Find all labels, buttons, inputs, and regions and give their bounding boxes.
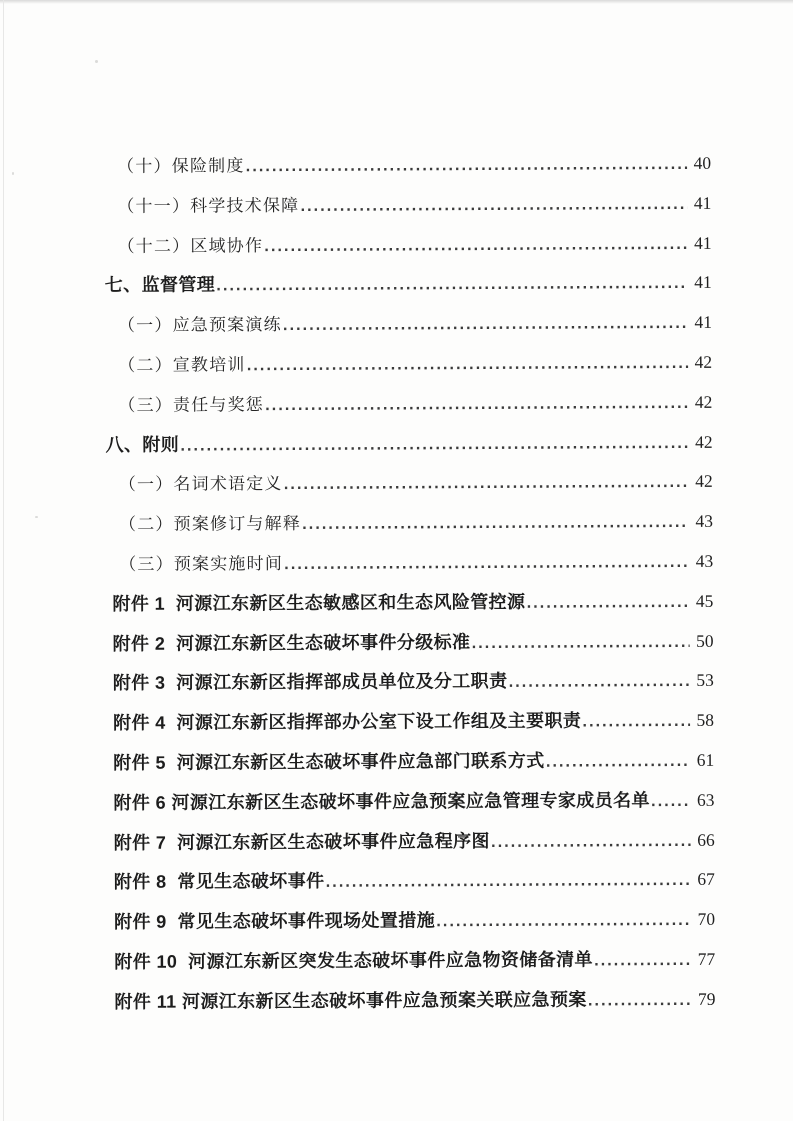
toc-entry	[105, 339, 712, 382]
dot-leader	[588, 994, 692, 1010]
dot-leader	[436, 914, 691, 930]
toc-entry-page: 42	[694, 351, 713, 372]
toc-entry-label: 附件 4 河源江东新区指挥部办公室下设工作组及主要职责	[112, 710, 582, 734]
toc-entry-label: 附件 2 河源江东新区生态破坏事件分级标准	[112, 631, 471, 654]
toc-entry-page: 77	[697, 948, 716, 969]
toc-entry	[104, 140, 711, 183]
toc-entry-page: 58	[696, 709, 715, 731]
toc-entry-page: 67	[697, 869, 715, 890]
dot-leader	[546, 755, 691, 771]
dot-leader	[265, 397, 688, 414]
toc-entry-page: 42	[694, 391, 713, 412]
toc-entry	[105, 259, 712, 302]
dot-leader	[582, 715, 690, 731]
toc-entry-page: 63	[696, 789, 715, 810]
toc-entry	[107, 697, 714, 740]
toc-entry-page: 43	[695, 550, 714, 571]
toc-entry-label: （二）预案修订与解释	[118, 514, 302, 535]
toc-entry-page: 41	[693, 232, 712, 253]
toc-entry-page: 66	[697, 829, 715, 850]
toc-entry-label: 附件 11 河源江东新区生态破坏事件应急预案关联应急预案	[114, 989, 587, 1012]
dot-leader	[302, 516, 689, 533]
toc-entry-page: 42	[695, 431, 713, 452]
toc-entry	[108, 936, 715, 979]
toc-entry-label: 附件 10 河源江东新区突发生态破坏事件应急物资储备清单	[114, 949, 593, 972]
toc-entry	[107, 737, 714, 780]
table-of-contents	[104, 140, 716, 1019]
dot-leader	[325, 874, 690, 891]
toc-entry	[105, 299, 712, 342]
toc-entry-page: 40	[693, 152, 712, 173]
scan-artifact	[95, 60, 98, 63]
toc-entry	[106, 498, 713, 541]
dot-leader	[245, 158, 687, 175]
toc-entry	[107, 657, 714, 700]
dot-leader	[300, 198, 687, 215]
toc-entry	[104, 180, 711, 223]
toc-entry-label: 附件 8 常见生态破坏事件	[113, 871, 325, 893]
toc-entry-page: 42	[695, 471, 713, 492]
toc-entry-label: （十一）科学技术保障	[117, 195, 300, 216]
toc-entry	[108, 976, 715, 1019]
toc-entry	[105, 418, 712, 461]
toc-entry-label: （一）应急预案演练	[117, 315, 282, 336]
toc-entry-label: （二）宣教培训	[118, 355, 246, 375]
toc-entry	[106, 538, 713, 581]
toc-entry-page: 61	[696, 749, 715, 770]
scan-edge-top	[0, 0, 793, 4]
toc-entry-page: 53	[696, 670, 714, 691]
toc-entry	[107, 777, 714, 820]
toc-entry-label: 附件 5 河源江东新区生态破坏事件应急部门联系方式	[113, 750, 545, 773]
toc-entry	[106, 578, 713, 621]
toc-entry	[108, 856, 715, 899]
dot-leader	[180, 437, 688, 455]
toc-entry-label: （十）保险制度	[117, 156, 245, 176]
dot-leader	[283, 317, 688, 334]
dot-leader	[247, 357, 689, 374]
toc-entry-page: 79	[697, 988, 716, 1009]
toc-entry	[105, 379, 712, 422]
toc-entry-page: 70	[697, 908, 716, 930]
dot-leader	[526, 596, 689, 612]
toc-entry-label: 附件 1 河源江东新区生态敏感区和生态风险管控源	[112, 591, 526, 614]
toc-entry	[104, 219, 711, 262]
toc-entry	[108, 816, 715, 859]
dot-leader	[471, 636, 689, 652]
toc-entry-label: （一）名词术语定义	[118, 474, 283, 495]
dot-leader	[594, 954, 691, 970]
toc-entry-label: 附件 9 常见生态破坏事件现场处置措施	[114, 910, 436, 933]
toc-entry-page: 45	[695, 590, 714, 611]
toc-entry	[106, 458, 713, 501]
toc-entry-label: （三）预案实施时间	[119, 554, 284, 574]
toc-entry-label: （十二）区域协作	[117, 235, 264, 256]
scan-edge-left	[3, 0, 4, 1121]
toc-entry-label: 附件 3 河源江东新区指挥部成员单位及分工职责	[112, 671, 508, 694]
scan-artifact	[12, 172, 14, 175]
toc-entry-page: 41	[694, 272, 712, 293]
dot-leader	[264, 238, 687, 255]
toc-entry-label: 八、附则	[105, 434, 180, 455]
toc-entry-page: 41	[694, 312, 712, 333]
dot-leader	[216, 277, 688, 294]
dot-leader	[651, 795, 691, 810]
toc-entry-label: 附件 7 河源江东新区生态破坏事件应急程序图	[113, 830, 490, 853]
dot-leader	[508, 675, 689, 691]
scan-artifact	[35, 516, 38, 518]
toc-entry-label: 附件 6 河源江东新区生态破坏事件应急预案应急管理专家成员名单	[113, 789, 650, 813]
toc-entry-page: 50	[696, 630, 714, 651]
toc-entry-label: （三）责任与奖惩	[118, 394, 265, 415]
dot-leader	[491, 834, 691, 850]
toc-entry-label: 七、监督管理	[104, 274, 216, 296]
toc-entry-page: 43	[695, 510, 714, 532]
dot-leader	[284, 476, 689, 493]
dot-leader	[284, 556, 689, 573]
toc-entry-page: 41	[693, 192, 712, 213]
toc-entry	[108, 896, 715, 939]
toc-entry	[107, 617, 714, 660]
